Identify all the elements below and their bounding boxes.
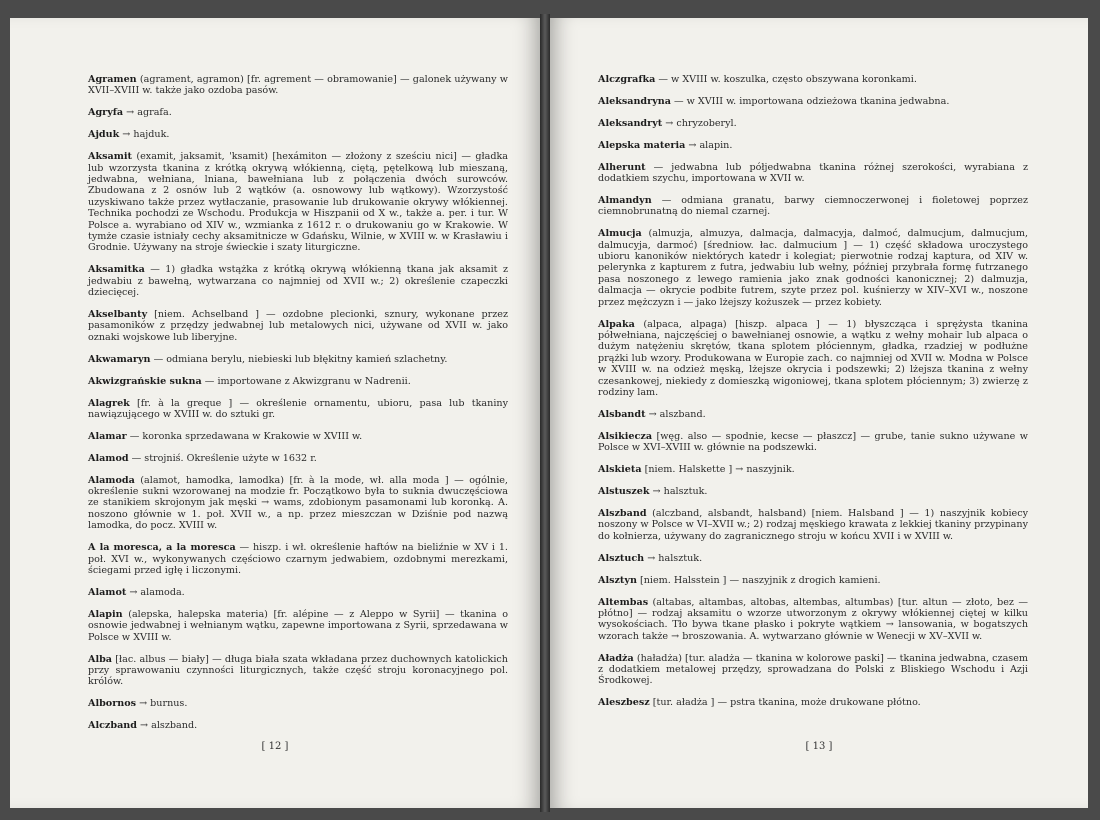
entry-headword: Alagrek [88,397,130,409]
dictionary-entry [598,96,1028,107]
dictionary-entry [598,228,1028,308]
right-page [550,18,1088,808]
dictionary-entry [598,653,1028,687]
entry-definition: [niem. Halskette ] → naszyjnik. [641,464,795,476]
entry-definition: — odmiana granatu, barwy ciemnoczerwonej i fioletowej poprzez ciemnobrunatną do niemal czarnej. [598,194,1028,218]
entry-headword: Alsztyn [598,574,637,586]
entry-definition: (altabas, altambas, altobas, altembas, altumbas) [tur. altun — złoto, bez — płótno] — rodzaj aksamitu o wzorze utworzonym z okrywy włókiennej ciętej w kilku wysokościach. Tło bywa tkane płasko i pokryte wątkiem → lansowania, w bogatszych wzorach także → broszowania. A. wytwarzano głównie w Wenecji w XV–XVII w. [598,596,1028,642]
entry-headword: Altembas [598,596,649,608]
entry-headword: Alepska materia [598,139,686,151]
dictionary-entry [598,409,1028,420]
dictionary-entry [88,720,508,731]
entry-definition: → burnus. [136,698,188,710]
entry-definition: — odmiana berylu, niebieski lub błękitny kamień szlachetny. [150,353,448,365]
entry-headword: Alamoda [88,474,135,486]
dictionary-entry [598,508,1028,542]
entry-definition: (examit, jaksamit, 'ksamit) [hexámiton — złożony z sześciu nici] — gładka lub wzorzysta tkanina z krótką okrywą włókienną, ciętą, pętelkową lub mieszaną, jedwabna, wełniana, lniana, bawełniana lub z połączenia dwóch surowców. Zbudowana z 2 osnów lub 2 wątków (a. osnowowy lub wątkowy). Wzorzystość uzyskiwano także przez wytłaczanie, prasowanie lub drukowanie okrywy włókiennej. Technika pochodzi ze Wschodu. Produkcja w Hiszpanii od X w., także a. per. i tur. W Polsce a. wyrabiano od XIV w., wzmianka z 1612 r. o drukowaniu go w Krakowie. W tymże czasie istniały cechy aksamitnicze w Gdańsku, Wilnie, w XVIII w. w Krasławiu i Grodnie. Używany na stroje świeckie i szaty liturgiczne. [88,151,508,254]
dictionary-entry [598,486,1028,497]
entry-headword: Aleksandryna [598,95,671,107]
entry-definition: → chryzoberyl. [662,117,737,129]
entry-headword: Almucja [598,228,642,240]
entry-headword: Almandyn [598,194,652,206]
entry-definition: → alszband. [137,720,198,732]
entry-headword: Alamod [88,452,129,464]
dictionary-entry [88,151,508,254]
dictionary-entry [598,697,1028,708]
entry-headword: Alapin [88,608,123,620]
page-number-left: [ 12 ] [261,741,289,752]
entry-definition: (almuzja, almuzya, dalmacja, dalmacyja, dalmoć, dalmucjum, dalmucjum, dalmucyja, darmoć) [średniow. łac. dalmucium ] — 1) część składowa uroczystego ubioru kanoników niektórych katedr i kolegiat; pierwotnie rodzaj kaptura, od XIV w. pelerynka z kapturem z futra, jedwabiu lub wełny, później przybrała formę futrzanego pasa noszonego z lewego ramienia jako znak godności kanonicznej; 2) dalmuzja, dalmacja — okrycie podbite futrem, szyte przez pol. kuśnierzy w XIV–XVI w., noszone przez mężczyzn i — jako lżejszy kożuszek — przez kobiety. [598,228,1028,308]
right-entries [598,74,1028,719]
dictionary-entry [88,475,508,532]
entry-headword: Alczgrafka [598,74,656,85]
entry-definition: — importowane z Akwizgranu w Nadrenii. [201,375,411,387]
dictionary-entry [88,264,508,298]
entry-definition: [tur. aładża ] — pstra tkanina, może drukowane płótno. [649,697,921,709]
dictionary-entry [598,319,1028,399]
entry-definition: → hajduk. [119,129,170,141]
entry-definition: — koronka sprzedawana w Krakowie w XVIII w. [126,430,363,442]
entry-headword: Alamot [88,586,127,598]
entry-definition: — 1) gładka wstążka z krótką okrywą włókienną tkana jak aksamit z jedwabiu z bawełną, wytwarzana co najmniej od XVII w.; 2) określenie czapeczki dziecięcej. [88,264,508,299]
dictionary-entry [598,162,1028,185]
dictionary-entry [88,453,508,464]
entry-headword: Aksamitka [88,264,145,276]
dictionary-entry [598,553,1028,564]
dictionary-entry [88,654,508,688]
entry-headword: Alsbandt [598,408,646,420]
entry-headword: Agramen [88,74,137,85]
dictionary-entry [598,74,1028,85]
entry-headword: A la moresca, a la moresca [88,542,236,554]
entry-definition: — w XVIII w. importowana odzieżowa tkanina jedwabna. [670,95,950,107]
page-number-right: [ 13 ] [805,741,833,752]
entry-definition: → alamoda. [126,586,185,598]
entry-definition: → alapin. [685,139,733,151]
entry-definition: — w XVIII w. koszulka, często obszywana koronkami. [655,74,917,85]
entry-definition: [węg. also — spodnie, kecse — płaszcz] — grube, tanie sukno używane w Polsce w XVI–XVIII w. głównie na podszewki. [598,430,1028,454]
dictionary-entry [598,464,1028,475]
left-entries [88,74,508,742]
entry-definition: → halsztuk. [649,486,708,498]
entry-headword: Aleszbesz [598,697,650,709]
dictionary-entry [88,609,508,643]
entry-headword: Alamar [88,430,127,442]
dictionary-entry [88,129,508,140]
entry-definition: [niem. Halsstein ] — naszyjnik z drogich kamieni. [636,574,881,586]
dictionary-entry [88,354,508,365]
entry-definition: [łac. albus — biały] — długa biała szata wkładana przez duchownych katolickich przy sprawowaniu czynności liturgicznych, także część stroju koronacyjnego pol. królów. [88,653,508,688]
dictionary-entry [88,587,508,598]
dictionary-entry [598,140,1028,151]
entry-definition: → halsztuk. [644,552,703,564]
entry-headword: Albornos [88,698,137,710]
entry-headword: Alszband [598,507,647,519]
entry-definition: (agrament, agramon) [fr. agrement — obramowanie] — galonek używany w XVII–XVIII w. także jako ozdoba pasów. [88,74,508,97]
entry-definition: [fr. à la greque ] — określenie ornamentu, ubioru, pasa lub tkaniny nawiązującego w XVIII w. do sztuki gr. [88,397,508,420]
dictionary-entry [88,398,508,421]
entry-headword: Aleksandryt [598,117,663,129]
entry-definition: — hiszp. i wł. określenie haftów na bieliźnie w XV i 1. poł. XVI w., wykonywanych częściowo czarnym jedwabiem, ozdobnymi merezkami, ściegami przed igłę i liczonymi. [88,542,508,576]
entry-headword: Alherunt [598,161,646,173]
entry-headword: Agryfa [88,107,124,119]
entry-headword: Alba [88,653,113,665]
entry-definition: → alszband. [645,408,706,420]
entry-definition: (haładża) [tur. aladża — tkanina w kolorowe paski] — tkanina jedwabna, czasem z dodatkiem metalowej przędzy, sprowadzana do Polski z Bliskiego Wschodu i Azji Środkowej. [598,652,1028,687]
entry-headword: Akwamaryn [88,353,151,365]
entry-headword: Alstuszek [598,486,650,498]
dictionary-entry [88,698,508,709]
entry-definition: — jedwabna lub półjedwabna tkanina różnej szerokości, wyrabiana z dodatkiem szychu, importowana w XVII w. [598,161,1028,185]
entry-headword: Akselbanty [88,309,148,320]
book-gutter [540,14,550,812]
dictionary-entry [598,575,1028,586]
dictionary-entry [88,431,508,442]
entry-definition: (alepska, halepska materia) [fr. alépine — z Aleppo w Syrii] — tkanina o osnowie jedwabnej i wełnianym wątku, zapewne importowana z Syrii, sprzedawana w Polsce w XVIII w. [88,608,508,643]
entry-headword: Ajduk [88,129,120,141]
entry-definition: → agrafa. [123,107,172,119]
entry-definition: [niem. Achselband ] — ozdobne plecionki, sznury, wykonane przez pasamoników z przędzy jedwabnej lub metalowych nici, używane od XVII w. jako oznaki wojskowe lub liberyjne. [88,309,508,343]
entry-definition: (alczband, alsbandt, halsband) [niem. Halsband ] — 1) naszyjnik kobiecy noszony w Polsce w VI–XVII w.; 2) rodzaj męskiego krawata z lekkiej tkaniny przypinany do kołnierza, używany do zagranicznego stroju w końcu XVII i w XVIII w. [598,507,1028,542]
entry-headword: Akwizgrańskie sukna [88,375,202,387]
dictionary-entry [598,118,1028,129]
entry-definition: (alpaca, alpaga) [hiszp. alpaca ] — 1) błyszcząca i sprężysta tkanina półwełniana, najczęściej o bawełnianej osnowie, a wątku z wełny mohair lub alpaca o dużym natężeniu skrętów, tkana splotem płóciennym, gładka, rzadziej w podłużne prążki lub wzory. Produkowana w Europie zach. co najmniej od XVII w. Modna w Polsce w XVIII w. na odzież męską, lżejsze okrycia i podszewki; 2) lżejsza tkanina z wełny czesankowej, niekiedy z domieszką wigoniowej, tkana splotem płóciennym; 3) zwierzę z rodziny lam. [598,318,1028,399]
dictionary-entry [88,376,508,387]
entry-headword: Alpaka [598,318,635,330]
entry-headword: Alsikiecza [598,430,653,442]
entry-headword: Aładża [598,652,634,664]
dictionary-entry [88,107,508,118]
entry-definition: (alamot, hamodka, lamodka) [fr. à la mode, wł. alla moda ] — ogólnie, określenie sukni wzorowanej na modzie fr. Początkowo była to suknia dwuczęściowa ze stanikiem skrojonym jak męski → wams, zdobionym pasamonami lub koronką. A. noszono głównie w 1. poł. XVII w., a np. przez mieszczan w Dziśnie pod nazwą lamodka, do pocz. XVIII w. [88,474,508,532]
dictionary-entry [598,431,1028,454]
dictionary-entry [88,74,508,97]
left-page [10,18,540,808]
dictionary-entry [598,597,1028,643]
entry-definition: — strojniś. Określenie użyte w 1632 r. [128,452,317,464]
dictionary-entry [88,309,508,343]
entry-headword: Alsztuch [598,552,645,564]
entry-headword: Alczband [88,720,137,732]
entry-headword: Aksamit [88,151,132,163]
entry-headword: Alskieta [598,464,642,476]
dictionary-entry [598,195,1028,218]
dictionary-entry [88,542,508,576]
